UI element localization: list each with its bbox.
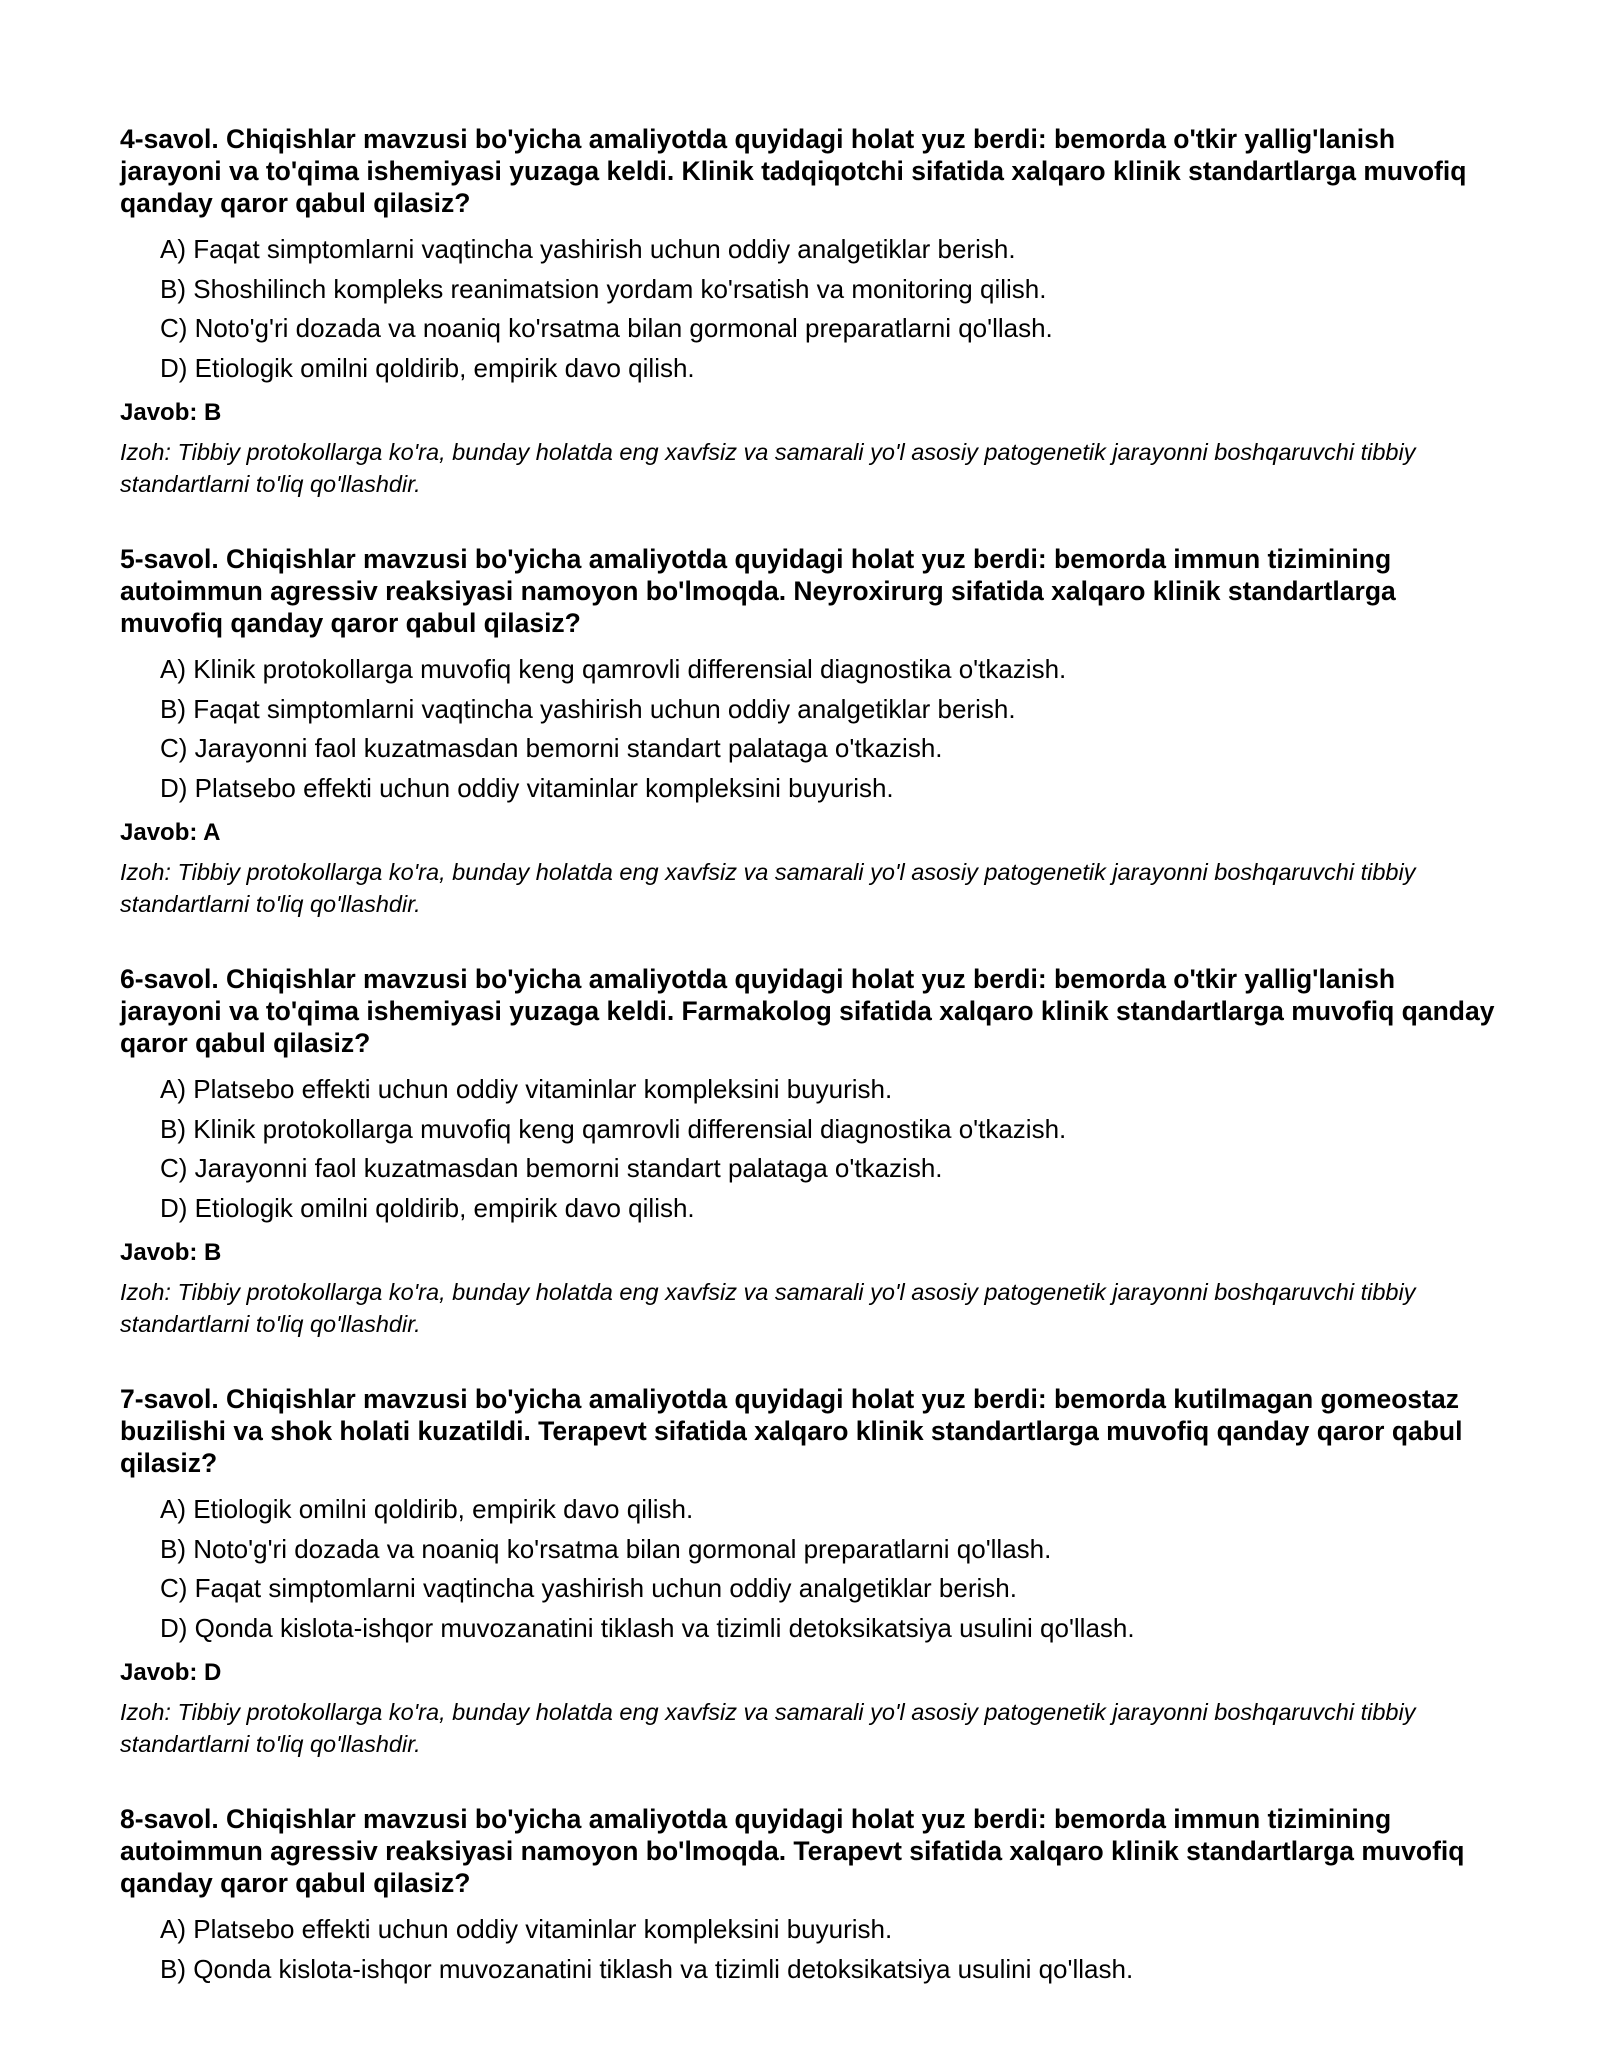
options-list [160, 230, 1500, 388]
option-d: D) Qonda kislota-ishqor muvozanatini tiklash va tizimli detoksikatsiya usulini qo'llash. [160, 1612, 1135, 1643]
option-a: A) Etiologik omilni qoldirib, empirik davo qilish. [160, 1494, 694, 1524]
option-a: A) Klinik protokollarga muvofiq keng qamrovli differensial diagnostika o'tkazish. [160, 654, 1067, 684]
options-list [160, 1070, 1500, 1228]
option-b: B) Shoshilinch kompleks reanimatsion yordam ko'rsatish va monitoring qilish. [160, 273, 1047, 304]
answer-text: Javob: B [120, 1239, 222, 1266]
option-b: B) Klinik protokollarga muvofiq keng qamrovli differensial diagnostika o'tkazish. [160, 1113, 1067, 1144]
question-block-7 [120, 1383, 1500, 1760]
explanation-note: Izoh: Tibbiy protokollarga ko'ra, bunday holatda eng xavfsiz va samarali yo'l asosiy patogenetik jarayonni boshqaruvchi tibbiy standartlarni to'liq qo'llashdir. [120, 1699, 1416, 1757]
options-list [160, 1490, 1500, 1648]
question-text: 4-savol. Chiqishlar mavzusi bo'yicha amaliyotda quyidagi holat yuz berdi: bemorda o'tkir yallig'lanish jarayoni va to'qima ishemiyasi yuzaga keldi. Klinik tadqiqotchi sifatida xalqaro klinik standartlarga muvofiq qanday qaror qabul qilasiz? [120, 124, 1467, 218]
option-a: A) Platsebo effekti uchun oddiy vitaminlar kompleksini buyurish. [160, 1914, 893, 1944]
question-block-5 [120, 543, 1500, 920]
option-b: B) Noto'g'ri dozada va noaniq ko'rsatma bilan gormonal preparatlarni qo'llash. [160, 1533, 1052, 1564]
option-d: D) Etiologik omilni qoldirib, empirik davo qilish. [160, 352, 695, 383]
question-block-8 [120, 1803, 1500, 1989]
question-block-6 [120, 963, 1500, 1340]
document-page [120, 123, 1500, 2032]
option-b: B) Qonda kislota-ishqor muvozanatini tiklash va tizimli detoksikatsiya usulini qo'llash. [160, 1953, 1134, 1984]
option-d: D) Platsebo effekti uchun oddiy vitaminlar kompleksini buyurish. [160, 772, 894, 803]
option-c: C) Faqat simptomlarni vaqtincha yashirish uchun oddiy analgetiklar berish. [160, 1573, 1017, 1603]
question-text: 7-savol. Chiqishlar mavzusi bo'yicha amaliyotda quyidagi holat yuz berdi: bemorda kutilmagan gomeostaz buzilishi va shok holati kuzatildi. Terapevt sifatida xalqaro klinik standartlarga muvofiq qanday qaror qabul qilasiz? [120, 1384, 1463, 1478]
option-c: C) Jarayonni faol kuzatmasdan bemorni standart palataga o'tkazish. [160, 1153, 943, 1183]
explanation-note: Izoh: Tibbiy protokollarga ko'ra, bunday holatda eng xavfsiz va samarali yo'l asosiy patogenetik jarayonni boshqaruvchi tibbiy standartlarni to'liq qo'llashdir. [120, 1279, 1416, 1337]
question-text: 6-savol. Chiqishlar mavzusi bo'yicha amaliyotda quyidagi holat yuz berdi: bemorda o'tkir yallig'lanish jarayoni va to'qima ishemiyasi yuzaga keldi. Farmakolog sifatida xalqaro klinik standartlarga muvofiq qanday qaror qabul qilasiz? [120, 964, 1495, 1058]
answer-text: Javob: A [120, 819, 221, 846]
explanation-note: Izoh: Tibbiy protokollarga ko'ra, bunday holatda eng xavfsiz va samarali yo'l asosiy patogenetik jarayonni boshqaruvchi tibbiy standartlarni to'liq qo'llashdir. [120, 439, 1416, 497]
option-c: C) Jarayonni faol kuzatmasdan bemorni standart palataga o'tkazish. [160, 733, 943, 763]
answer-text: Javob: D [120, 1659, 222, 1686]
option-a: A) Faqat simptomlarni vaqtincha yashirish uchun oddiy analgetiklar berish. [160, 234, 1016, 264]
option-d: D) Etiologik omilni qoldirib, empirik davo qilish. [160, 1192, 695, 1223]
option-a: A) Platsebo effekti uchun oddiy vitaminlar kompleksini buyurish. [160, 1074, 893, 1104]
answer-text: Javob: B [120, 399, 222, 426]
question-text: 5-savol. Chiqishlar mavzusi bo'yicha amaliyotda quyidagi holat yuz berdi: bemorda immun tizimining autoimmun agressiv reaksiyasi namoyon bo'lmoqda. Neyroxirurg sifatida xalqaro klinik standartlarga muvofiq qanday qaror qabul qilasiz? [120, 544, 1396, 638]
explanation-note: Izoh: Tibbiy protokollarga ko'ra, bunday holatda eng xavfsiz va samarali yo'l asosiy patogenetik jarayonni boshqaruvchi tibbiy standartlarni to'liq qo'llashdir. [120, 859, 1416, 917]
option-c: C) Noto'g'ri dozada va noaniq ko'rsatma bilan gormonal preparatlarni qo'llash. [160, 313, 1053, 343]
question-text: 8-savol. Chiqishlar mavzusi bo'yicha amaliyotda quyidagi holat yuz berdi: bemorda immun tizimining autoimmun agressiv reaksiyasi namoyon bo'lmoqda. Terapevt sifatida xalqaro klinik standartlarga muvofiq qanday qaror qabul qilasiz? [120, 1804, 1465, 1898]
options-list [160, 650, 1500, 808]
option-b: B) Faqat simptomlarni vaqtincha yashirish uchun oddiy analgetiklar berish. [160, 693, 1016, 724]
question-block-4 [120, 123, 1500, 500]
options-list [160, 1910, 1500, 1989]
